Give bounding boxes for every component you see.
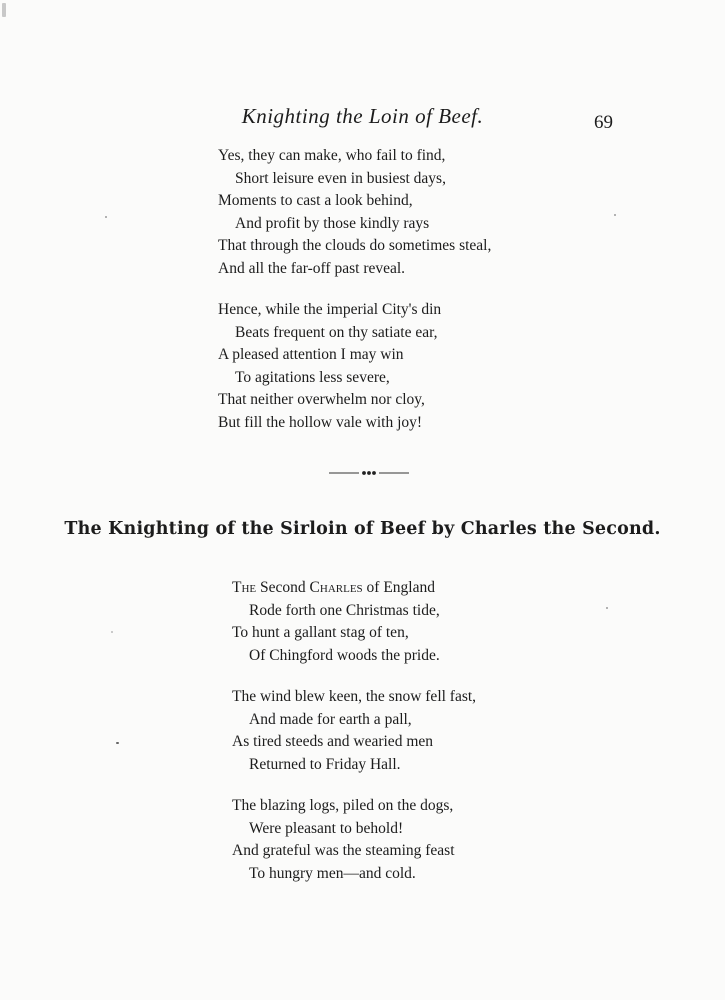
poem1-stanza-1 bbox=[218, 145, 491, 281]
verse-line: To hungry men—and cold. bbox=[249, 864, 416, 882]
verse-line: The blazing logs, piled on the dogs, bbox=[232, 797, 454, 814]
verse-line: Moments to cast a look behind, bbox=[218, 192, 413, 210]
verse-line: Rode forth one Christmas tide, bbox=[249, 601, 440, 619]
paper-speck bbox=[111, 631, 113, 633]
section-title: The Knighting of the Sirloin of Beef by Charles the Second. bbox=[64, 519, 661, 539]
poem2-stanza-3 bbox=[232, 795, 455, 885]
small-caps-word: The bbox=[232, 579, 257, 596]
verse-line: That through the clouds do sometimes steal, bbox=[218, 237, 492, 255]
verse-line: Hence, while the imperial City's din bbox=[218, 301, 442, 318]
verse-line: Short leisure even in busiest days, bbox=[235, 169, 446, 187]
verse-line: That neither overwhelm nor cloy, bbox=[218, 391, 425, 409]
verse-line: The wind blew keen, the snow fell fast, bbox=[232, 688, 477, 705]
verse-line: A pleased attention I may win bbox=[218, 346, 404, 364]
verse-line: As tired steeds and wearied men bbox=[232, 733, 434, 751]
verse-line: And profit by those kindly rays bbox=[235, 214, 430, 232]
verse-line: Yes, they can make, who fail to find, bbox=[218, 147, 446, 164]
verse-line bbox=[232, 577, 440, 600]
verse-line: But fill the hollow vale with joy! bbox=[218, 413, 423, 431]
verse-line: Returned to Friday Hall. bbox=[249, 755, 401, 773]
small-caps-word: Charles bbox=[309, 579, 363, 596]
paper-speck bbox=[105, 216, 107, 218]
poem2-stanza-2 bbox=[232, 686, 476, 776]
paper-speck bbox=[606, 607, 608, 609]
poem2-stanza-1 bbox=[232, 577, 440, 667]
paper-speck bbox=[2, 3, 6, 17]
verse-line: And all the far-off past reveal. bbox=[218, 259, 406, 277]
verse-text: Second bbox=[256, 579, 310, 596]
verse-line: Beats frequent on thy satiate ear, bbox=[235, 323, 438, 341]
paper-speck bbox=[116, 742, 119, 744]
section-divider-ornament bbox=[329, 466, 409, 480]
paper-speck bbox=[614, 214, 616, 216]
verse-line: Were pleasant to behold! bbox=[249, 819, 404, 837]
verse-line: To hunt a gallant stag of ten, bbox=[232, 624, 409, 642]
verse-line: Of Chingford woods the pride. bbox=[249, 646, 440, 664]
running-head: Knighting the Loin of Beef. bbox=[241, 104, 484, 128]
poem1-stanza-2 bbox=[218, 299, 441, 435]
verse-line: And made for earth a pall, bbox=[249, 710, 412, 728]
verse-text: of England bbox=[362, 579, 435, 596]
verse-line: To agitations less severe, bbox=[235, 368, 390, 386]
page-number: 69 bbox=[594, 112, 613, 133]
verse-line: And grateful was the steaming feast bbox=[232, 842, 455, 860]
